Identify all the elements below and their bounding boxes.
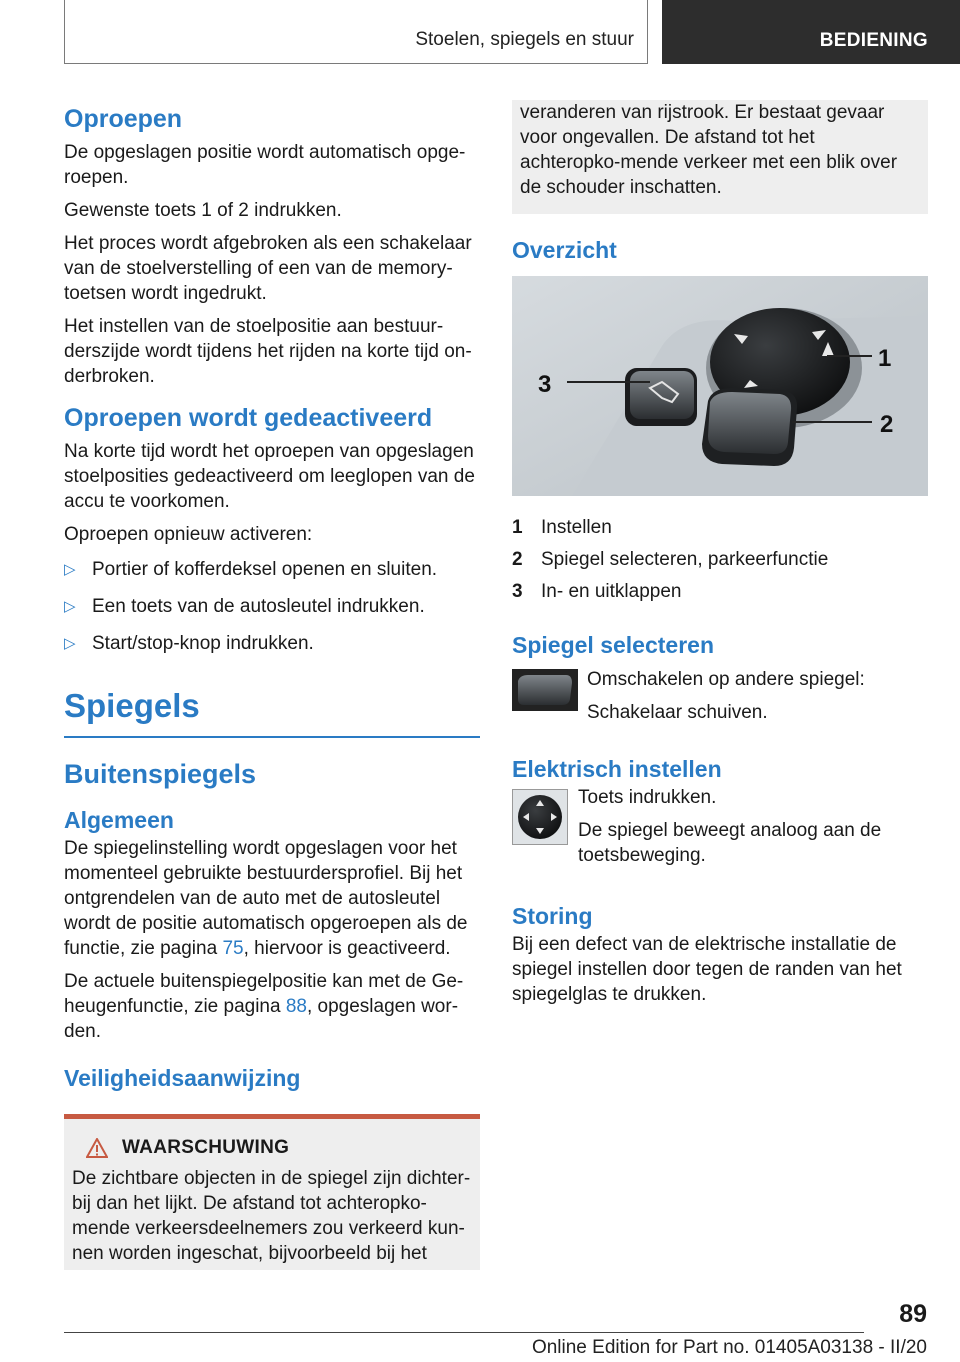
warning-box [64, 1114, 480, 1270]
legend-list [512, 515, 928, 604]
paragraph: De opgeslagen positie wordt automatisch opge-roepen. [64, 142, 466, 188]
heading-veiligheid: Veiligheidsaanwijzing [64, 1065, 301, 1091]
left-column [64, 104, 480, 1270]
paragraph: Gewenste toets 1 of 2 indrukken. [64, 200, 342, 221]
heading-algemeen: Algemeen [64, 807, 174, 833]
paragraph: Oproepen opnieuw activeren: [64, 524, 313, 545]
right-column [512, 104, 928, 1015]
paragraph: Het proces wordt afgebroken als een schakelaar van de stoelverstelling of een van de memory-toetsen wordt ingedrukt. [64, 233, 472, 304]
heading-gedeactiveerd: Oproepen wordt gedeactiveerd [64, 404, 433, 432]
footer-edition: Online Edition for Part no. 01405A03138 - II/20 [531, 1337, 927, 1358]
select-switch-icon [512, 669, 578, 711]
list-item: 3 In- en uitklappen [512, 581, 682, 602]
triangle-bullet-icon: ▷ [64, 561, 76, 578]
header-chapter-tab [662, 0, 960, 64]
paragraph: De actuele buitenspiegelpositie kan met de Ge-heugenfunctie, zie pagina 88, opgeslagen wor-den. [64, 971, 464, 1042]
heading-oproepen: Oproepen [64, 105, 183, 133]
warning-triangle-icon [86, 1138, 108, 1158]
callout-2: 2 [880, 411, 894, 438]
heading-storing: Storing [512, 903, 593, 929]
warning-text: De zichtbare objecten in de spiegel zijn dichter-bij dan het lijkt. De afstand tot achteropko-mende verkeersdeelnemers zou verkeerd kun-nen worden ingeschat, bijvoorbeeld bij het [72, 1168, 471, 1264]
heading-elektrisch: Elektrisch instellen [512, 756, 722, 782]
page-number: 89 [899, 1300, 927, 1328]
triangle-bullet-icon: ▷ [64, 598, 76, 615]
list-item: ▷ Portier of kofferdeksel openen en sluiten. [64, 559, 438, 580]
paragraph: Toets indrukken. [578, 787, 717, 808]
paragraph: Schakelaar schuiven. [587, 702, 768, 723]
paragraph: Omschakelen op andere spiegel: [587, 669, 865, 690]
paragraph: Bij een defect van de elektrische installatie de spiegel instellen door tegen de randen van het spiegelglas te drukken. [512, 934, 902, 1005]
electric-row [512, 785, 928, 876]
list-item: 1 Instellen [512, 517, 612, 538]
triangle-bullet-icon: ▷ [64, 635, 76, 652]
select-row [512, 667, 928, 733]
warning-text: veranderen van rijstrook. Er bestaat gevaar voor ongevallen. De afstand tot het achteropko-mende verkeer met een blik over de schouder inschatten. [520, 102, 898, 198]
paragraph: De spiegelinstelling wordt opgeslagen voor het momenteel gebruikte bestuurdersprofiel. Bij het ontgrendelen van de auto met de autosleutel wordt de positie automatisch opgeroepen als de functie, zie pagina 75, hiervoor is geactiveerd. [64, 838, 468, 959]
header-chapter-label: BEDIENING [819, 30, 928, 51]
warning-title: WAARSCHUWING [122, 1137, 290, 1158]
mirror-controls-photo [512, 276, 928, 496]
list-item: ▷ Start/stop-knop indrukken. [64, 633, 314, 654]
warning-header [72, 1135, 472, 1160]
callout-1: 1 [878, 345, 892, 372]
bullet-list [64, 557, 480, 656]
paragraph: Na korte tijd wordt het oproepen van opgeslagen stoelposities gedeactiveerd om leeglopen van de accu te voorkomen. [64, 441, 475, 512]
callout-3: 3 [538, 371, 552, 398]
page-link[interactable]: 75 [222, 938, 244, 959]
heading-spiegel-selecteren: Spiegel selecteren [512, 632, 714, 658]
direction-knob-icon [512, 789, 568, 845]
heading-overzicht: Overzicht [512, 237, 617, 263]
page-link[interactable]: 88 [285, 996, 307, 1017]
paragraph: Het instellen van de stoelpositie aan bestuur-derszijde wordt tijdens het rijden na korte tijd on-derbroken. [64, 316, 472, 387]
list-item: 2 Spiegel selecteren, parkeerfunctie [512, 549, 829, 570]
warning-box-continued [512, 100, 928, 214]
list-item: ▷ Een toets van de autosleutel indrukken. [64, 596, 425, 617]
header-section-title: Stoelen, spiegels en stuur [415, 29, 634, 50]
heading-buitenspiegels: Buitenspiegels [64, 759, 257, 789]
heading-spiegels: Spiegels [64, 684, 480, 738]
footer-divider [64, 1332, 864, 1333]
paragraph: De spiegel beweegt analoog aan de toetsbeweging. [578, 820, 882, 866]
